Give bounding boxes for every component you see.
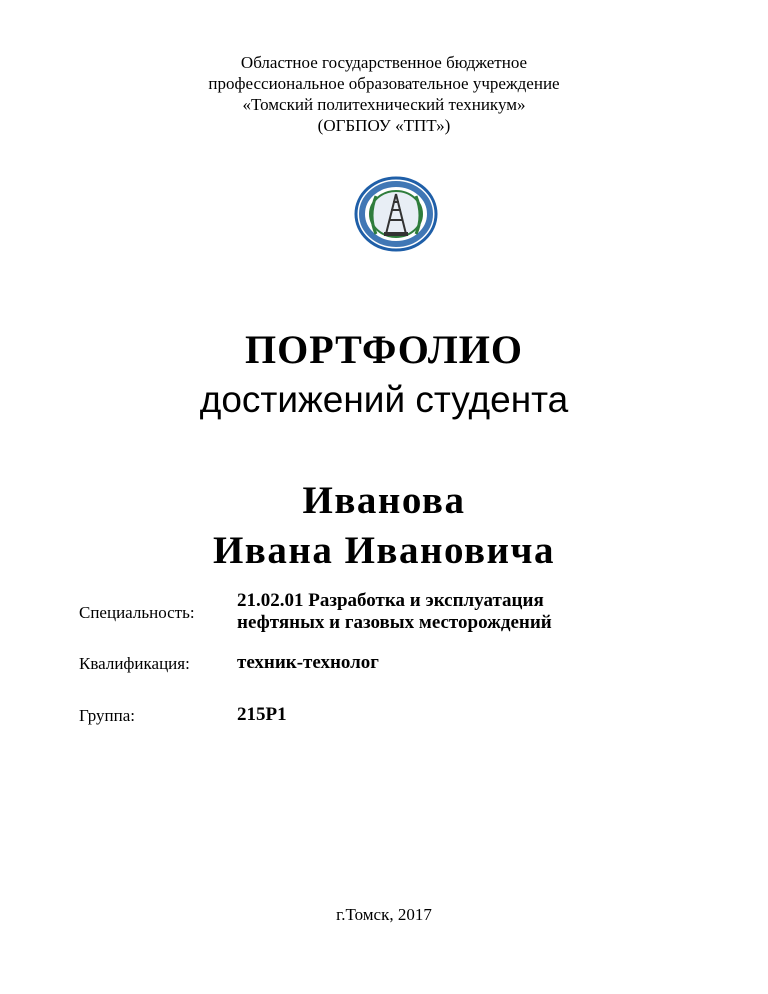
specialty-value-line-2: нефтяных и газовых месторождений <box>237 612 552 633</box>
specialty-value <box>237 590 552 634</box>
institution-line-3: «Томский политехнический техникум» <box>242 95 526 114</box>
student-name <box>0 476 768 576</box>
page-title: ПОРТФОЛИО <box>245 327 523 372</box>
college-emblem-icon <box>354 176 438 252</box>
institution-header <box>0 52 768 136</box>
institution-line-2: профессиональное образовательное учреждение <box>208 74 560 93</box>
group-value: 215Р1 <box>237 704 287 725</box>
institution-line-1: Областное государственное бюджетное <box>240 53 528 72</box>
group-label: Группа: <box>79 706 135 725</box>
footer-city-year: г.Томск, 2017 <box>336 905 432 924</box>
qualification-value: техник-технолог <box>237 652 379 673</box>
institution-line-4: (ОГБПОУ «ТПТ») <box>317 116 451 135</box>
page-subtitle: достижений студента <box>199 379 569 420</box>
specialty-value-line-1: 21.02.01 Разработка и эксплуатация <box>237 590 544 611</box>
qualification-label: Квалификация: <box>79 654 190 673</box>
specialty-label: Специальность: <box>79 603 195 622</box>
student-given-names: Ивана Ивановича <box>212 529 556 572</box>
student-surname: Иванова <box>302 479 466 522</box>
